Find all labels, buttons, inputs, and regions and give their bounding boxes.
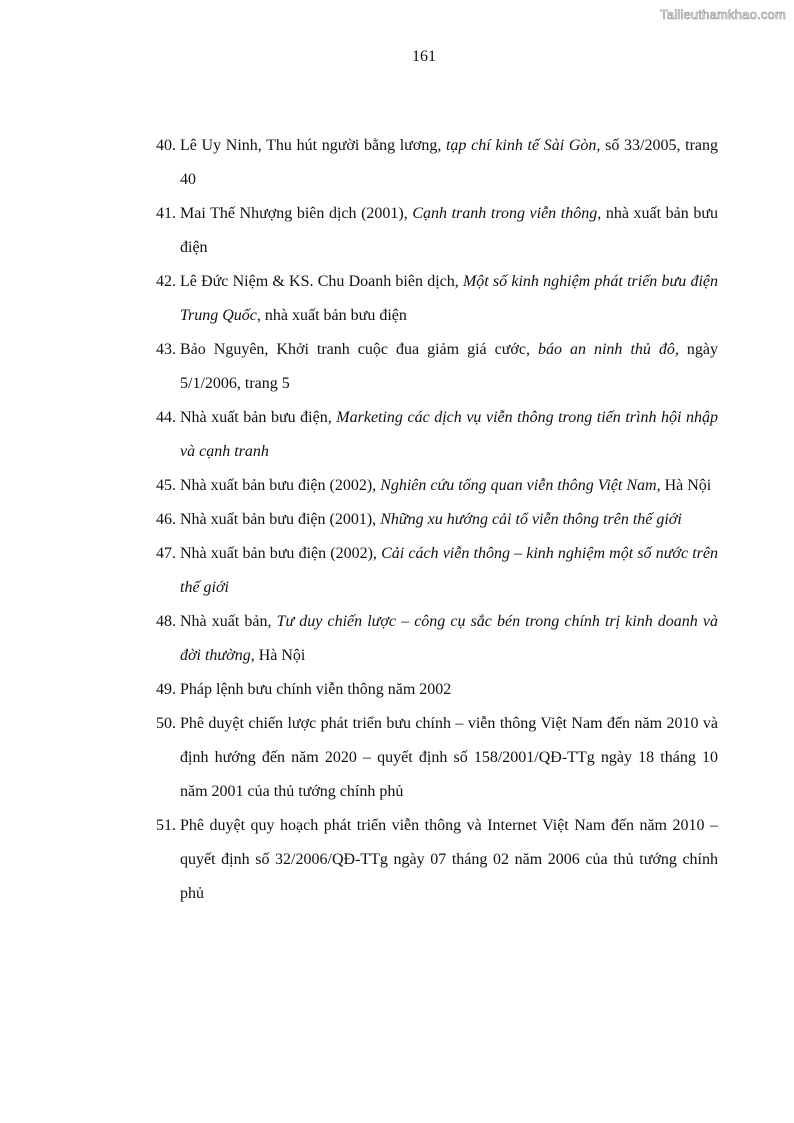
reference-text: Lê Đức Niệm & KS. Chu Doanh biên dịch, xyxy=(180,273,463,290)
reference-item xyxy=(156,333,718,401)
reference-number: 46. xyxy=(156,511,176,528)
reference-item xyxy=(156,809,718,911)
watermark: Tailieuthamkhao.com xyxy=(660,7,786,22)
reference-text: Nhà xuất bản bưu điện (2002), xyxy=(180,545,382,562)
reference-item xyxy=(156,503,718,537)
reference-number: 44. xyxy=(156,409,176,426)
reference-text: Phê duyệt quy hoạch phát triển viễn thông và Internet Việt Nam đến năm 2010 – quyết định số 32/2006/QĐ-TTg ngày 07 tháng 02 năm 2006 của thủ tướng chính phủ xyxy=(180,817,718,902)
reference-text: Mai Thế Nhượng biên dịch (2001), xyxy=(180,205,413,222)
reference-item xyxy=(156,197,718,265)
reference-title: Một số kinh nghiệm phát triển bưu điện Trung Quốc xyxy=(180,273,718,324)
reference-list xyxy=(156,129,718,911)
reference-text: Nhà xuất bản bưu điện (2001), xyxy=(180,511,381,528)
reference-number: 51. xyxy=(156,817,176,834)
reference-item xyxy=(156,707,718,809)
reference-text: Bảo Nguyên, Khởi tranh cuộc đua giảm giá cước, xyxy=(180,341,538,358)
reference-number: 42. xyxy=(156,273,176,290)
reference-item xyxy=(156,265,718,333)
reference-item xyxy=(156,469,718,503)
reference-item xyxy=(156,129,718,197)
reference-text: Pháp lệnh bưu chính viễn thông năm 2002 xyxy=(180,681,452,698)
reference-item xyxy=(156,605,718,673)
reference-text: Lê Uy Ninh, Thu hút người bằng lương, xyxy=(180,137,446,154)
reference-text: Nhà xuất bản, xyxy=(180,613,277,630)
reference-text: Phê duyệt chiến lược phát triển bưu chính – viễn thông Việt Nam đến năm 2010 và định hướng đến năm 2020 – quyết định số 158/2001/QĐ-TTg ngày 18 tháng 10 năm 2001 của thủ tướng chính phủ xyxy=(180,715,718,800)
reference-number: 48. xyxy=(156,613,176,630)
reference-item xyxy=(156,673,718,707)
reference-number: 43. xyxy=(156,341,176,358)
reference-title: Marketing các dịch vụ viễn thông trong tiến trình hội nhập và cạnh tranh xyxy=(180,409,718,460)
reference-number: 47. xyxy=(156,545,176,562)
reference-title: Cải cách viễn thông – kinh nghiệm một số nước trên thế giới xyxy=(180,545,718,596)
reference-title: Những xu hướng cải tổ viễn thông trên thế giới xyxy=(380,511,682,528)
reference-title: tạp chí kinh tế Sài Gòn, xyxy=(445,137,601,154)
reference-text: , nhà xuất bản bưu điện xyxy=(180,205,719,256)
reference-number: 49. xyxy=(156,681,176,698)
reference-title: báo an ninh thủ đô xyxy=(537,341,675,358)
reference-text: số 33/2005, trang 40 xyxy=(180,137,718,188)
reference-text: , Hà Nội xyxy=(656,477,712,494)
reference-text: Nhà xuất bản bưu điện, xyxy=(180,409,337,426)
reference-text: , ngày 5/1/2006, trang 5 xyxy=(180,341,718,392)
page-number: 161 xyxy=(412,48,436,65)
reference-title: Tư duy chiến lược – công cụ sắc bén trong chính trị kinh doanh và đời thường xyxy=(180,613,718,664)
reference-item xyxy=(156,401,718,469)
reference-number: 41. xyxy=(156,205,176,222)
reference-item xyxy=(156,537,718,605)
reference-text: Nhà xuất bản bưu điện (2002), xyxy=(180,477,381,494)
reference-title: Nghiên cứu tổng quan viễn thông Việt Nam xyxy=(380,477,657,494)
reference-number: 40. xyxy=(156,137,176,154)
reference-number: 50. xyxy=(156,715,176,732)
reference-text: , Hà Nội xyxy=(250,647,306,664)
reference-number: 45. xyxy=(156,477,176,494)
reference-text: , nhà xuất bản bưu điện xyxy=(256,307,407,324)
reference-title: Cạnh tranh trong viễn thông xyxy=(412,205,598,222)
